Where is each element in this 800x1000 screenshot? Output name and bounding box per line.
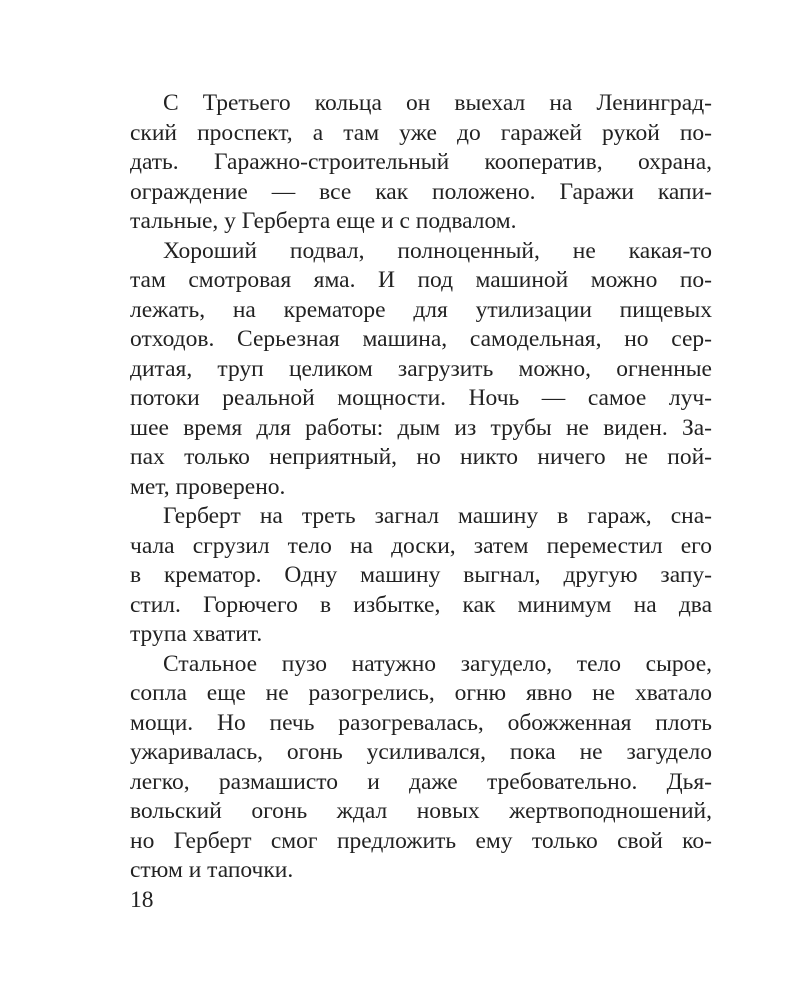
text-line: шее время для работы: дым из трубы не виден. За- — [130, 414, 712, 441]
text-line: С Третьего кольца он выехал на Ленинград- — [163, 90, 712, 116]
text-line: стюм и тапочки. — [130, 857, 294, 883]
text-line: мет, проверено. — [130, 473, 286, 500]
text-line: лежать, на крематоре для утилизации пищевых — [130, 296, 712, 323]
text-line: Герберт на треть загнал машину в гараж, сна- — [163, 503, 712, 529]
paragraph-1 — [130, 89, 712, 237]
text-line: тальные, у Герберта еще и с подвалом. — [130, 208, 517, 234]
text-line: вольский огонь ждал новых жертвоподношений, — [130, 798, 712, 824]
text-line: сопла еще не разогрелись, огню явно не хватало — [130, 680, 712, 706]
text-line: Стальное пузо натужно загудело, тело сырое, — [163, 650, 712, 677]
text-line: там смотровая яма. И под машиной можно по- — [130, 267, 712, 293]
paragraph-3 — [130, 502, 712, 650]
text-line: ский проспект, а там уже до гаражей рукой по- — [130, 119, 712, 146]
text-line: в крематор. Одну машину выгнал, другую запу- — [130, 562, 712, 588]
text-line: стил. Горючего в избытке, как минимум на два — [130, 591, 712, 618]
text-line: потоки реальной мощности. Ночь — самое луч- — [130, 385, 712, 411]
paragraph-2 — [130, 237, 712, 503]
text-line: дитая, труп целиком загрузить можно, огненные — [130, 355, 712, 382]
text-line: пах только неприятный, но никто ничего не пой- — [130, 444, 712, 470]
text-line: но Герберт смог предложить ему только свой ко- — [130, 827, 712, 854]
text-line: легко, размашисто и даже требовательно. Дья- — [130, 768, 712, 795]
text-line: отходов. Серьезная машина, самодельная, но сер- — [130, 326, 712, 352]
text-line: ужаривалась, огонь усиливался, пока не загудело — [130, 739, 712, 765]
text-line: чала сгрузил тело на доски, затем переместил его — [130, 532, 712, 559]
text-line: трупа хватит. — [130, 621, 263, 647]
text-line: дать. Гаражно-строительный кооператив, охрана, — [130, 149, 712, 175]
paragraph-4 — [130, 650, 712, 886]
page-number: 18 — [130, 887, 154, 913]
text-line: Хороший подвал, полноценный, не какая-то — [163, 237, 712, 264]
book-page-text — [130, 89, 712, 886]
text-line: ограждение — все как положено. Гаражи капи- — [130, 178, 712, 205]
text-line: мощи. Но печь разогревалась, обожженная плоть — [130, 709, 712, 736]
